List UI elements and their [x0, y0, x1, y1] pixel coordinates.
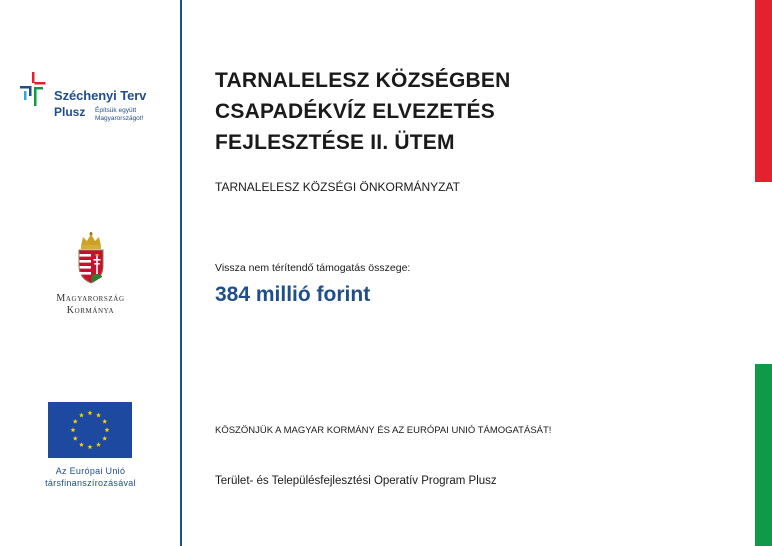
vertical-divider [180, 0, 182, 546]
project-title-line3: FEJLESZTÉSE II. ÜTEM [215, 131, 455, 154]
hungarian-crest-icon [76, 232, 106, 284]
grant-label: Vissza nem térítendő támogatás összege: [215, 262, 411, 274]
flag-stripe-red [755, 0, 772, 182]
project-title-line1: TARNALELESZ KÖZSÉGBEN [215, 69, 511, 92]
thanks-text: KÖSZÖNJÜK A MAGYAR KORMÁNY ÉS AZ EURÓPAI UNIÓ TÁMOGATÁSÁT! [215, 425, 552, 436]
szechenyi-terv-logo [20, 70, 170, 134]
eu-caption-line2: társfinanszírozásával [45, 478, 136, 488]
szechenyi-cross-icon [20, 72, 46, 106]
project-title [215, 65, 510, 158]
szechenyi-title: Széchenyi Terv [54, 88, 147, 103]
project-title-line2: CSAPADÉKVÍZ ELVEZETÉS [215, 100, 495, 123]
eu-flag-icon [48, 402, 132, 458]
government-logo [0, 232, 181, 322]
logo-sidebar [0, 0, 181, 546]
grant-amount: 384 millió forint [215, 283, 371, 306]
szechenyi-slogan [95, 107, 143, 123]
beneficiary-name: TARNALELESZ KÖZSÉGI ÖNKORMÁNYZAT [215, 180, 460, 194]
government-name-line2: Kormánya [66, 305, 115, 316]
szechenyi-slogan-line2: Magyarországot! [95, 115, 144, 122]
szechenyi-plusz: Plusz [54, 105, 86, 119]
program-name: Terület- és Településfejlesztési Operatív Program Plusz [215, 475, 497, 487]
government-name-line1: Magyarország [56, 293, 125, 304]
flag-stripe-green [755, 364, 772, 546]
szechenyi-slogan-line1: Építsük együtt [95, 107, 137, 114]
eu-caption-line1: Az Európai Unió [55, 466, 126, 476]
